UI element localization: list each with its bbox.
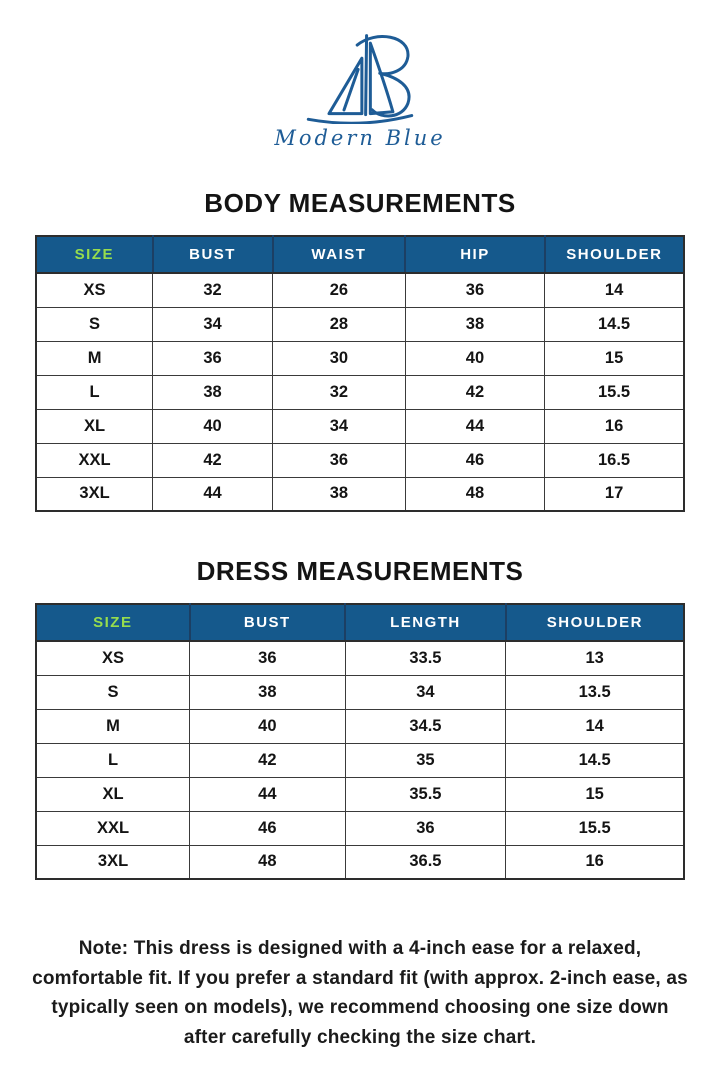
- dress-measurements-title: DRESS MEASUREMENTS: [196, 556, 524, 586]
- table-cell: L: [36, 743, 190, 777]
- body-measurements-title: BODY MEASUREMENTS: [204, 188, 516, 218]
- table-cell: 35: [345, 743, 506, 777]
- table-cell: 17: [545, 477, 684, 511]
- dress-measurements-table: [35, 603, 685, 880]
- table-cell: 33.5: [345, 641, 506, 675]
- table-cell: 44: [405, 409, 544, 443]
- table-cell: 13.5: [506, 675, 684, 709]
- table-cell: 15: [545, 341, 684, 375]
- header-cell: SHOULDER: [545, 236, 684, 273]
- brand-logo: [0, 0, 720, 150]
- table-cell: 36: [190, 641, 346, 675]
- table-cell: 42: [153, 443, 273, 477]
- table-cell: S: [36, 307, 153, 341]
- table-cell: 38: [405, 307, 544, 341]
- table-cell: 32: [273, 375, 406, 409]
- table-cell: 35.5: [345, 777, 506, 811]
- table-row: [36, 675, 684, 709]
- table-cell: XS: [36, 273, 153, 307]
- table-cell: 36: [345, 811, 506, 845]
- table-cell: 46: [405, 443, 544, 477]
- table-cell: 36: [153, 341, 273, 375]
- table-cell: M: [36, 341, 153, 375]
- table-cell: 15: [506, 777, 684, 811]
- table-row: [36, 341, 684, 375]
- table-row: [36, 641, 684, 675]
- table-cell: 48: [190, 845, 346, 879]
- table-cell: 44: [153, 477, 273, 511]
- table-cell: 13: [506, 641, 684, 675]
- table-cell: 14: [506, 709, 684, 743]
- table-cell: 34: [153, 307, 273, 341]
- table-cell: S: [36, 675, 190, 709]
- header-cell: LENGTH: [345, 604, 506, 641]
- table-cell: 16: [545, 409, 684, 443]
- fit-note: Note: This dress is designed with a 4-inch ease for a relaxed, comfortable fit. If you prefer a standard fit (with approx. 2-inch ease, as typically seen on models), we recommend choosing one size down after carefully checking the size chart.: [32, 938, 688, 1048]
- table-cell: 14.5: [506, 743, 684, 777]
- table-cell: 38: [190, 675, 346, 709]
- table-cell: 40: [190, 709, 346, 743]
- table-cell: 40: [153, 409, 273, 443]
- header-row: [36, 604, 684, 641]
- table-cell: 34: [345, 675, 506, 709]
- table-cell: 16: [506, 845, 684, 879]
- table-cell: 36.5: [345, 845, 506, 879]
- table-cell: L: [36, 375, 153, 409]
- table-row: [36, 477, 684, 511]
- table-cell: 38: [273, 477, 406, 511]
- table-cell: 38: [153, 375, 273, 409]
- table-row: [36, 811, 684, 845]
- table-cell: 16.5: [545, 443, 684, 477]
- table-cell: 28: [273, 307, 406, 341]
- table-cell: 34: [273, 409, 406, 443]
- header-cell: BUST: [190, 604, 346, 641]
- table-cell: 46: [190, 811, 346, 845]
- table-cell: 48: [405, 477, 544, 511]
- header-cell: SIZE: [36, 236, 153, 273]
- table-cell: 26: [273, 273, 406, 307]
- table-cell: 32: [153, 273, 273, 307]
- table-row: [36, 743, 684, 777]
- table-cell: 36: [405, 273, 544, 307]
- body-measurements-table: [35, 235, 685, 512]
- header-row: [36, 236, 684, 273]
- table-cell: 36: [273, 443, 406, 477]
- table-cell: M: [36, 709, 190, 743]
- table-cell: XXL: [36, 811, 190, 845]
- table-cell: XL: [36, 777, 190, 811]
- table-cell: 42: [405, 375, 544, 409]
- table-row: [36, 409, 684, 443]
- table-row: [36, 307, 684, 341]
- table-row: [36, 709, 684, 743]
- sailboat-logo-icon: [270, 30, 450, 124]
- table-cell: 14.5: [545, 307, 684, 341]
- header-cell: SIZE: [36, 604, 190, 641]
- table-cell: 15.5: [506, 811, 684, 845]
- table-cell: 15.5: [545, 375, 684, 409]
- header-cell: WAIST: [273, 236, 406, 273]
- header-cell: HIP: [405, 236, 544, 273]
- table-cell: 44: [190, 777, 346, 811]
- table-row: [36, 845, 684, 879]
- table-cell: 3XL: [36, 845, 190, 879]
- table-row: [36, 777, 684, 811]
- table-row: [36, 273, 684, 307]
- table-cell: 34.5: [345, 709, 506, 743]
- table-cell: XXL: [36, 443, 153, 477]
- table-cell: XS: [36, 641, 190, 675]
- table-cell: 30: [273, 341, 406, 375]
- table-row: [36, 375, 684, 409]
- brand-name: Modern Blue: [274, 126, 446, 150]
- table-cell: XL: [36, 409, 153, 443]
- table-cell: 42: [190, 743, 346, 777]
- header-cell: BUST: [153, 236, 273, 273]
- table-cell: 40: [405, 341, 544, 375]
- table-cell: 14: [545, 273, 684, 307]
- table-row: [36, 443, 684, 477]
- table-cell: 3XL: [36, 477, 153, 511]
- header-cell: SHOULDER: [506, 604, 684, 641]
